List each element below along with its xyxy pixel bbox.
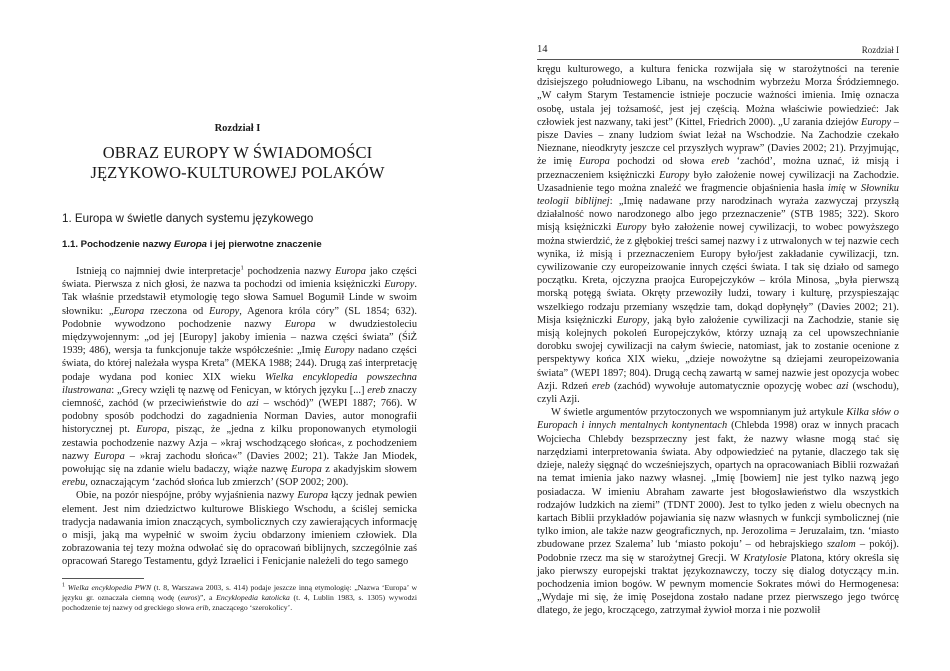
chapter-title [60,143,415,183]
footnote-marker: 1 [240,264,244,272]
paragraph: Obie, na pozór niespójne, próby wyjaśnienia nazwy Europa łączy jednak pewien element. Jest nim dziedzictwo kulturowe Bliskiego Wschodu, a ściślej semicka tradycja nadawania imion znaczących, symbolicznych czy zawierających informację o misji, jaką ma wypełnić w swoim życiu obdarzony imieniem człowiek. Dla zobrazowania tej tezy można odwołać się do opracowań biblijnych, szczególnie zaś opracowań Starego Testamentu, gdyż Izraelici i Fenicjanie należeli do tego samego [62,490,417,568]
page-number: 14 [537,44,548,55]
paragraph: W świetle argumentów przytoczonych we wspomnianym już artykule Kilka słów o Europach i innych mentalnych kontynentach (Chlebda 1998) oraz w innych pracach Wojciecha Chlebdy bezsprzeczny jest fakt, że nazwy własne mogą stać się narzędziami interpretowania świata. Aby odpowiedzieć na pytanie, dlaczego tak się dzieje, należy sięgnąć do wcześniejszych, opartych na opracowaniach Biblii rozważań na temat imienia jako nazwy własnej. „Imię [bowiem] nie jest tylko nazwą jego posiadacza. W imieniu Abraham zawarte jest błogosławieństwo dla wszystkich rodzajów ludzkich na ziemi” (TDNT 2000). Jest to tylko jeden z wielu obecnych na kartach Biblii przykładów pojawiania się nazw własnych w funkcji symbolicznej (nie tylko imion, ale także nazw geograficznych, np. Jerozolima = Jeruzalaim, tzn. ‘miasto zbudowane przez Szalema’ lub ‘miasto pokoju’ – od hebrajskiego szalom – pokój). Podobnie rzecz ma się w starożytnej Grecji. W Kratylosie Platona, który określa się jako pierwszy europejski traktat językoznawczy, toczy się dialog dotyczący m.in. pochodzenia imion bogów. W pewnym momencie Sokrates mówi do Hermogenesa: „Wydaje mi się, że imię Posejdona zostało nadane przez pierwszego jego twórcę dlatego, że jego, kroczącego, zatrzymał żywioł morza i nie pozwolił [537,407,900,617]
running-header [537,44,899,58]
left-body-text [62,265,417,569]
right-body-text [537,63,899,618]
footnote-divider [62,578,144,579]
running-title: Rozdział I [861,45,899,55]
header-divider [537,59,899,60]
footnote: $^1$ Wielka encyklopedia PWN (t. 8, Warszawa 2003, s. 414) podaje jeszcze inną etymologię: „Nazwa ‘Europa’ w języku gr. oznaczała ciemną wodę (euros)”, a Encyklopedia katolicka (t. 4, Lublin 1983, s. 1305) wywodzi pochodzenie tej nazwy od greckiego słowa erib, znaczącego ‘szerokolicy’. [62,582,417,613]
section-heading: 1. Europa w świetle danych systemu językowego [62,212,314,225]
chapter-title-line-1: OBRAZ EUROPY W ŚWIADOMOŚCI [102,143,373,162]
paragraph: kręgu kulturowego, a kultura fenicka rozwijała się w starożytności na terenie dzisiejszego południowego Libanu, na wschodnim wybrzeżu Morza Śródziemnego. „W całym Starym Testamencie istnieje poczucie ważności imienia. Imię oznacza osobę, ustala jej tożsamość, jest jej częścią. Można właściwie powiedzieć: Jak człowiek jest nazwany, taki jest” (Kittel, Friedrich 2000). „U zarania dziejów Europy – pisze Davies – znany ludziom świat leżał na Wschodzie. Na Zachodzie czekało Nieznane, nieodkryty jeszcze cel przyszłych wypraw” (Davies 2002; 21). Przyjmując, że imię Europa pochodzi od słowa ereb ‘zachód’, można uznać, iż misją i przeznaczeniem księżniczki Europy było założenie nowej cywilizacji na Zachodzie. Uzasadnienie tego można znaleźć we fragmencie objaśnienia hasła imię w Słowniku teologii biblijnej: „Imię nadawane przy narodzinach wyraża zazwyczaj przyszłą działalność nowo narodzonego albo jego przeznaczenie” (STB 1985; 322). Skoro misją księżniczki Europy było założenie nowej cywilizacji, to wobec powyższego można stwierdzić, że z głębokiej treści samej nazwy i z utrwalonych w tej nazwie cech wynika, iż misją i przeznaczeniem Europy było/jest zakładanie cywilizacji, tzn. cywilizowanie czy europeizowanie innych części świata. I tak się działo od samego początku. Kreta, ojczyzna praojca Europejczyków – króla Minosa, „była pierwszą morską potęgą świata. Okręty przewoziły ludzi, towary i kulturę, przyspieszając wszelkiego rodzaju przemiany wszędzie tam, dokąd dopłynęły” (Davies 2002; 21). Misja księżniczki Europy, jaką było założenie cywilizacji na Zachodzie, stanie się misją kolejnych pokoleń Europejczyków, którzy uznają za cel upowszechnianie dorobku swojej cywilizacji na całym świecie, natomiast, jak to zostanie ocenione z perspektywy końca XIX wieku, „dzieje nowożytne są dziejami zeuropeizowania świata” (WEPI 1897; 804). Drugą cechą zawartą w samej nazwie jest opozycja wobec Azji. Rdzeń ereb (zachód) wywołuje automatycznie opozycję wobec azi (wschodu), czyli Azji. [537,64,900,406]
subsection-heading: 1.1. Pochodzenie nazwy Europa i jej pierwotne znaczenie [62,239,322,250]
chapter-title-line-2: JĘZYKOWO-KULTUROWEJ POLAKÓW [90,163,385,182]
chapter-label: Rozdział I [214,123,261,134]
right-page [475,0,950,671]
paragraph: Istnieją co najmniej dwie interpretacje$^1$ pochodzenia nazwy Europa jako części świata. Pierwsza z nich głosi, że nazwa ta pochodzi od imienia księżniczki Europy. Tak właśnie przedstawił etymologię tego słowa Samuel Bogumił Linde w swoim słowniku: „Europa rzeczona od Europy, Agenora króla córy” (SL 1854; 632). Podobnie wywodzono pochodzenie nazwy Europa w dwudziestoleciu międzywojennym: „od jej [Europy] jakoby imienia – nazwa części świata” (ŚiŻ 1939; 486), wersja ta funkcjonuje także współcześnie: „Imię Europy nadano części świata, do której należała wyspa Kreta” (MEKA 1988; 244). Drugą zaś interpretację podaje wydana pod koniec XIX wieku Wielka encyklopedia powszechna ilustrowana: „Grecy wzięli tę nazwę od Fenicyan, w których języku [...] ereb znaczy ciemność, zachód (w przeciwieństwie do azi – wschód)” (WEPI 1887; 766). W podobny sposób podchodzi do zagadnienia Norman Davies, autor monografii historycznej pt. Europa, pisząc, że „jedna z kilku proponowanych etymologii zestawia pochodzenie nazwy Azja – »kraj wschodzącego słońca«, z pochodzeniem nazwy Europa – »kraj zachodu słońca«” (Davies 2002; 21). Także Jan Miodek, powołując się na zdanie wielu badaczy, wiąże nazwę Europa z akadyjskim słowem erebu, oznaczającym ‘zachód słońca lub zmierzch’ (SOP 2002; 200). [62,264,418,489]
